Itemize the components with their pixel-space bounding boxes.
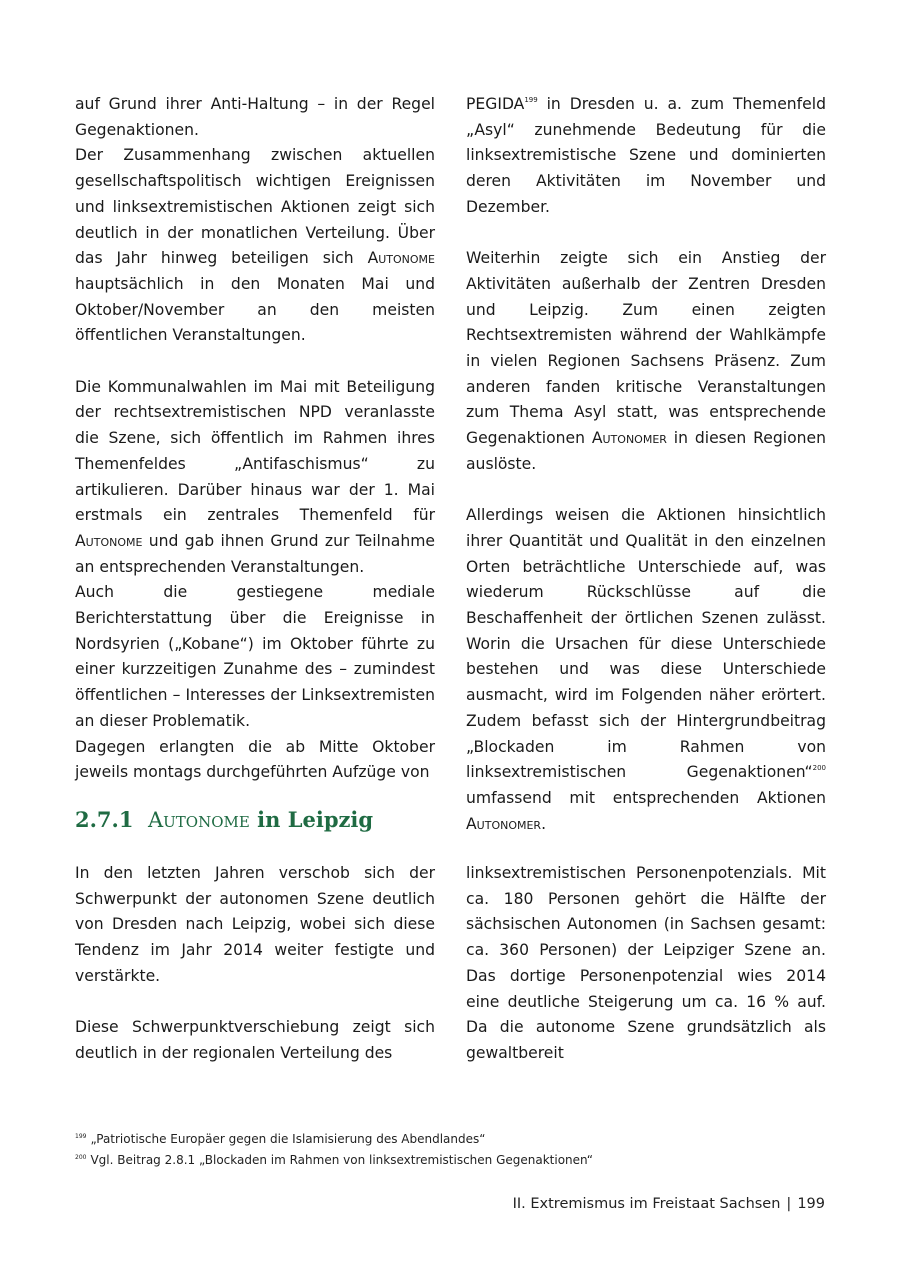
right-column-top <box>466 92 826 837</box>
paragraph: Dagegen erlangten die ab Mitte Oktober jeweils montags durchgeführten Aufzüge von <box>75 737 435 782</box>
paragraph: Weiterhin zeigte sich ein Anstieg der Aktivitäten außerhalb der Zentren Dresden und Leipzig. Zum einen zeigten Rechtsextremisten während der Wahlkämpfe in vielen Regionen Sachsens Präsenz. Zum anderen fanden kritische Veranstaltungen zum Thema Asyl statt, was entsprechende Gegenaktionen Autonomer in diesen Regionen auslöste. <box>466 249 826 473</box>
section-heading <box>75 807 373 839</box>
paragraph: In den letzten Jahren verschob sich der Schwerpunkt der autonomen Szene deutlich von Dresden nach Leipzig, wobei sich diese Tendenz im Jahr 2014 weiter festigte und verstärkte. <box>75 864 435 985</box>
paragraph: Allerdings weisen die Aktionen hinsichtlich ihrer Quantität und Qualität in den einzelnen Orten beträchtliche Unterschiede auf, was wiederum Rückschlüsse auf die Beschaffenheit der örtlichen Szenen zulässt. Worin die Ursachen für diese Unterschiede bestehen und was diese Unterschiede ausmacht, wird im Folgenden näher erörtert. Zudem befasst sich der Hintergrundbeitrag „Blockaden im Rahmen von linksextremistischen Gegenaktionen“$^{200}$ umfassend mit entsprechenden Aktionen Autonomer. <box>466 506 826 833</box>
paragraph: Der Zusammenhang zwischen aktuellen gesellschaftspolitisch wichtigen Ereignissen und linksextremistischen Aktionen zeigt sich deutlich in der monatlichen Verteilung. Über das Jahr hinweg beteiligen sich Autonome hauptsächlich in den Monaten Mai und Oktober/November an den meisten öffentlichen Veranstaltungen. <box>75 146 435 345</box>
footnote-ref: 200 <box>812 764 826 773</box>
chapter-title: II. Extremismus im Freistaat Sachsen <box>512 1196 781 1212</box>
left-column-bottom <box>75 861 435 1067</box>
right-column-bottom <box>466 861 826 1067</box>
left-column-top <box>75 92 435 786</box>
footnote-ref: 199 <box>524 96 538 104</box>
page-number: 199 <box>797 1196 825 1212</box>
paragraph: PEGIDA$^{199}$ in Dresden u. a. zum Themenfeld „Asyl“ zunehmende Bedeutung für die linksextremistische Szene und dominierten deren Aktivitäten im November und Dezember. <box>466 95 826 216</box>
section-title-smallcaps: Autonome <box>148 808 250 832</box>
footnote-200: $^{200}$ Vgl. Beitrag 2.8.1 „Blockaden im Rahmen von linksextremistischen Gegenaktionen“ <box>75 1153 593 1167</box>
paragraph: Die Kommunalwahlen im Mai mit Beteiligung der rechtsextremistischen NPD veranlasste die Szene, sich öffentlich im Rahmen ihres Themenfeldes „Antifaschismus“ zu artikulieren. Darüber hinaus war der 1. Mai erstmals ein zentrales Themenfeld für Autonome und gab ihnen Grund zur Teilnahme an entsprechenden Veranstaltungen. <box>75 377 435 576</box>
paragraph: Diese Schwerpunktverschiebung zeigt sich deutlich in der regionalen Verteilung des <box>75 1018 435 1062</box>
paragraph: Auch die gestiegene mediale Berichterstattung über die Ereignisse in Nordsyrien („Kobane“) im Oktober führte zu einer kurzzeitigen Zunahme des – zumindest öffentlichen – Interesses der Linksextremisten an dieser Problematik. <box>75 583 435 730</box>
page-footer <box>513 1196 825 1212</box>
footnote-199: $^{199}$ „Patriotische Europäer gegen die Islamisierung des Abendlandes“ <box>75 1132 486 1146</box>
footnotes <box>75 1129 835 1171</box>
paragraph: linksextremistischen Personenpotenzials. Mit ca. 180 Personen gehört die Hälfte der sächsischen Autonomen (in Sachsen gesamt: ca. 360 Personen) der Leipziger Szene an. Das dortige Personenpotenzial wies 2014 eine deutliche Steigerung um ca. 16 % auf. Da die autonome Szene grundsätzlich als gewaltbereit <box>466 864 826 1062</box>
separator: | <box>786 1196 792 1212</box>
section-number: 2.7.1 <box>75 807 134 832</box>
paragraph: auf Grund ihrer Anti-Haltung – in der Regel Gegenaktionen. <box>75 95 435 139</box>
section-title: in Leipzig <box>249 807 374 832</box>
